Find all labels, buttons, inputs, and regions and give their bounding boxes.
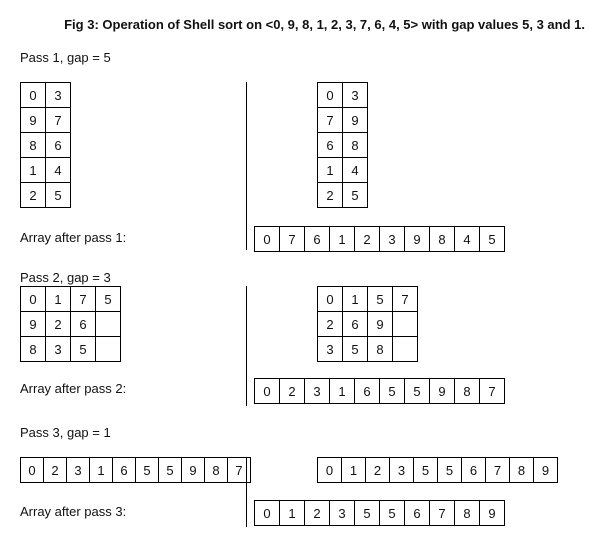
- cell: 3: [67, 458, 90, 483]
- pass-1-after-grid: [317, 82, 368, 208]
- cell: 5: [405, 379, 430, 404]
- pass-3-label: Pass 3, gap = 1: [20, 425, 111, 440]
- cell: 1: [90, 458, 113, 483]
- cell: 5: [343, 337, 368, 362]
- cell: 8: [21, 337, 46, 362]
- cell: 0: [21, 287, 46, 312]
- pass-2-result-array: [254, 378, 505, 404]
- cell: 5: [380, 379, 405, 404]
- cell: [96, 337, 121, 362]
- cell: 5: [71, 337, 96, 362]
- cell: 3: [390, 458, 414, 483]
- cell: 0: [255, 501, 280, 526]
- cell: 1: [318, 158, 343, 183]
- grid-row: [318, 133, 368, 158]
- cell: 8: [455, 501, 480, 526]
- cell: 1: [342, 458, 366, 483]
- cell: 9: [21, 312, 46, 337]
- cell: 5: [343, 183, 368, 208]
- grid-row: [318, 108, 368, 133]
- grid-row: [21, 183, 71, 208]
- pass-2-after-grid: [317, 286, 418, 362]
- grid-row: [21, 337, 121, 362]
- cell: 3: [318, 337, 343, 362]
- cell: 2: [280, 379, 305, 404]
- cell: 5: [136, 458, 159, 483]
- cell: 4: [46, 158, 71, 183]
- pass-3-result-array: [254, 500, 505, 526]
- cell: 8: [21, 133, 46, 158]
- cell: 1: [330, 227, 355, 252]
- cell: [96, 312, 121, 337]
- cell: 9: [343, 108, 368, 133]
- grid-row: [318, 83, 368, 108]
- pass-1-divider: [246, 82, 247, 250]
- grid-row: [21, 158, 71, 183]
- cell: [393, 337, 418, 362]
- array-row: [255, 227, 505, 252]
- cell: 8: [510, 458, 534, 483]
- pass-2-result-label: Array after pass 2:: [20, 381, 127, 396]
- cell: 9: [534, 458, 558, 483]
- pass-2-divider: [246, 286, 247, 406]
- cell: 9: [182, 458, 205, 483]
- cell: 0: [255, 227, 280, 252]
- grid-row: [21, 108, 71, 133]
- cell: 5: [438, 458, 462, 483]
- cell: 5: [368, 287, 393, 312]
- pass-3-after-array: [317, 457, 558, 483]
- cell: 0: [21, 458, 44, 483]
- cell: 1: [21, 158, 46, 183]
- cell: 8: [455, 379, 480, 404]
- array-row: [255, 379, 505, 404]
- cell: 6: [343, 312, 368, 337]
- pass-3-before-array: [20, 457, 251, 483]
- cell: 5: [480, 227, 505, 252]
- cell: 9: [430, 379, 455, 404]
- cell: [393, 312, 418, 337]
- pass-1-result-label: Array after pass 1:: [20, 230, 127, 245]
- cell: 9: [21, 108, 46, 133]
- cell: 3: [330, 501, 355, 526]
- cell: 4: [343, 158, 368, 183]
- cell: 7: [486, 458, 510, 483]
- cell: 2: [46, 312, 71, 337]
- array-row: [21, 458, 251, 483]
- cell: 6: [318, 133, 343, 158]
- cell: 8: [430, 227, 455, 252]
- cell: 5: [380, 501, 405, 526]
- cell: 7: [280, 227, 305, 252]
- grid-row: [21, 287, 121, 312]
- cell: 6: [462, 458, 486, 483]
- cell: 5: [414, 458, 438, 483]
- pass-2-label: Pass 2, gap = 3: [20, 270, 111, 285]
- cell: 0: [21, 83, 46, 108]
- cell: 3: [305, 379, 330, 404]
- cell: 1: [343, 287, 368, 312]
- grid-row: [21, 133, 71, 158]
- cell: 2: [355, 227, 380, 252]
- grid-row: [318, 183, 368, 208]
- pass-1-label: Pass 1, gap = 5: [20, 50, 111, 65]
- cell: 2: [44, 458, 67, 483]
- cell: 5: [96, 287, 121, 312]
- cell: 7: [318, 108, 343, 133]
- cell: 8: [205, 458, 228, 483]
- cell: 9: [480, 501, 505, 526]
- cell: 1: [280, 501, 305, 526]
- cell: 8: [343, 133, 368, 158]
- figure-title: Fig 3: Operation of Shell sort on <0, 9, 8, 1, 2, 3, 7, 6, 4, 5> with gap values 5, 3 and 1.: [64, 17, 585, 32]
- cell: 6: [113, 458, 136, 483]
- cell: 2: [366, 458, 390, 483]
- cell: 2: [305, 501, 330, 526]
- grid-row: [318, 312, 418, 337]
- cell: 5: [355, 501, 380, 526]
- pass-3-divider: [246, 457, 247, 527]
- array-row: [318, 458, 558, 483]
- grid-row: [21, 312, 121, 337]
- cell: 7: [393, 287, 418, 312]
- cell: 0: [318, 458, 342, 483]
- cell: 2: [318, 312, 343, 337]
- cell: 5: [159, 458, 182, 483]
- cell: 7: [46, 108, 71, 133]
- cell: 7: [71, 287, 96, 312]
- cell: 0: [318, 287, 343, 312]
- cell: 6: [46, 133, 71, 158]
- grid-row: [318, 287, 418, 312]
- cell: 6: [71, 312, 96, 337]
- cell: 0: [255, 379, 280, 404]
- cell: 2: [21, 183, 46, 208]
- pass-3-result-label: Array after pass 3:: [20, 504, 127, 519]
- cell: 3: [380, 227, 405, 252]
- cell: 3: [46, 83, 71, 108]
- cell: 6: [405, 501, 430, 526]
- array-row: [255, 501, 505, 526]
- cell: 8: [368, 337, 393, 362]
- cell: 6: [355, 379, 380, 404]
- cell: 5: [46, 183, 71, 208]
- grid-row: [318, 337, 418, 362]
- cell: 1: [46, 287, 71, 312]
- cell: 9: [368, 312, 393, 337]
- cell: 7: [430, 501, 455, 526]
- pass-2-before-grid: [20, 286, 121, 362]
- cell: 2: [318, 183, 343, 208]
- pass-1-before-grid: [20, 82, 71, 208]
- grid-row: [21, 83, 71, 108]
- cell: 1: [330, 379, 355, 404]
- cell: 0: [318, 83, 343, 108]
- cell: 9: [405, 227, 430, 252]
- cell: 6: [305, 227, 330, 252]
- grid-row: [318, 158, 368, 183]
- cell: 3: [343, 83, 368, 108]
- cell: 3: [46, 337, 71, 362]
- cell: 7: [228, 458, 251, 483]
- pass-1-result-array: [254, 226, 505, 252]
- cell: 4: [455, 227, 480, 252]
- cell: 7: [480, 379, 505, 404]
